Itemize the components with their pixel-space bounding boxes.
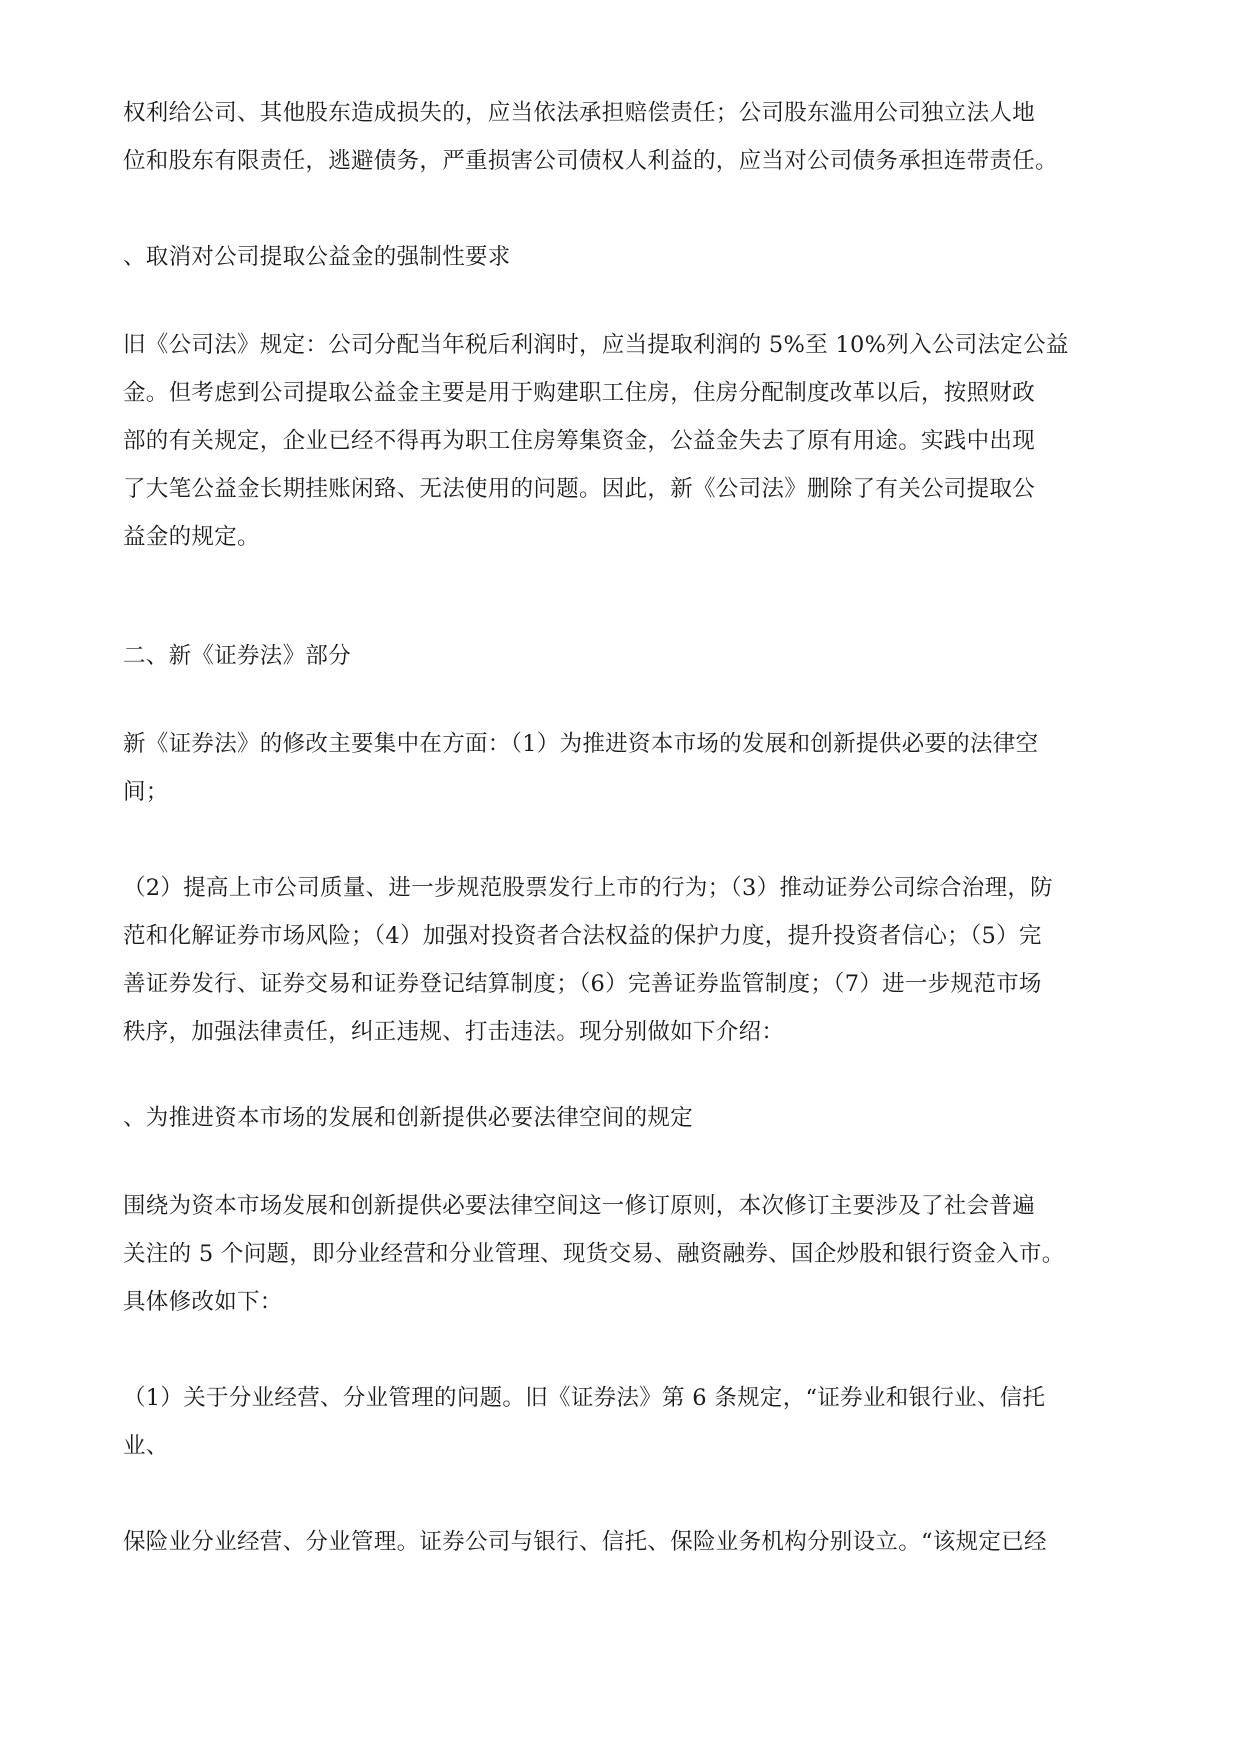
paragraph-separate-operation <box>123 1374 1114 1470</box>
paragraph-capital-market <box>123 1182 1114 1326</box>
text-line: 秩序，加强法律责任，纠正违规、打击违法。现分别做如下介绍： <box>123 1019 785 1045</box>
text-line: 间； <box>123 779 169 805</box>
text-line: 关注的 5 个问题，即分业经营和分业管理、现货交易、融资融券、国企炒股和银行资金入市。 <box>123 1241 1065 1267</box>
text-line: 权利给公司、其他股东造成损失的，应当依法承担赔偿责任；公司股东滥用公司独立法人地 <box>123 100 1036 126</box>
text-line: （1）关于分业经营、分业管理的问题。旧《证券法》第 6 条规定，“证券业和银行业、信托 <box>123 1385 1046 1411</box>
paragraph-welfare-fund <box>123 321 1114 561</box>
text-line: 善证券发行、证券交易和证券登记结算制度；（6）完善证券监管制度；（7）进一步规范市场 <box>123 971 1042 997</box>
text-line: 业、 <box>123 1433 169 1459</box>
paragraph-securities-overview <box>123 720 1114 816</box>
text-line: 了大笔公益金长期挂账闲臵、无法使用的问题。因此，新《公司法》删除了有关公司提取公 <box>123 476 1036 502</box>
section-heading-securities-law: 二、新《证券法》部分 <box>123 643 352 669</box>
text-line: （2）提高上市公司质量、进一步规范股票发行上市的行为；（3）推动证券公司综合治理，防 <box>123 875 1053 901</box>
text-line: 范和化解证券市场风险；（4）加强对投资者合法权益的保护力度，提升投资者信心；（5）完 <box>123 923 1042 949</box>
paragraph-shareholder-liability <box>123 89 1114 185</box>
text-line: 具体修改如下： <box>123 1289 283 1315</box>
text-line: 保险业分业经营、分业管理。证券公司与银行、信托、保险业务机构分别设立。“该规定已经 <box>123 1529 1047 1555</box>
text-line: 位和股东有限责任，逃避债务，严重损害公司债权人利益的，应当对公司债务承担连带责任。 <box>123 148 1058 174</box>
paragraph-securities-items <box>123 864 1114 1056</box>
section-heading-welfare-fund: 、取消对公司提取公益金的强制性要求 <box>123 244 511 270</box>
text-line: 旧《公司法》规定：公司分配当年税后利润时，应当提取利润的 5%至 10%列入公司法定公益 <box>123 332 1069 358</box>
text-line: 益金的规定。 <box>123 524 260 550</box>
text-line: 部的有关规定，企业已经不得再为职工住房筹集资金，公益金失去了原有用途。实践中出现 <box>123 428 1036 454</box>
text-line: 新《证券法》的修改主要集中在方面：（1）为推进资本市场的发展和创新提供必要的法律空 <box>123 731 1039 757</box>
section-heading-capital-market: 、为推进资本市场的发展和创新提供必要法律空间的规定 <box>123 1105 694 1131</box>
text-line: 围绕为资本市场发展和创新提供必要法律空间这一修订原则，本次修订主要涉及了社会普遍 <box>123 1193 1036 1219</box>
text-line: 金。但考虑到公司提取公益金主要是用于购建职工住房，住房分配制度改革以后，按照财政 <box>123 380 1036 406</box>
paragraph-insurance-separation <box>123 1518 1114 1566</box>
